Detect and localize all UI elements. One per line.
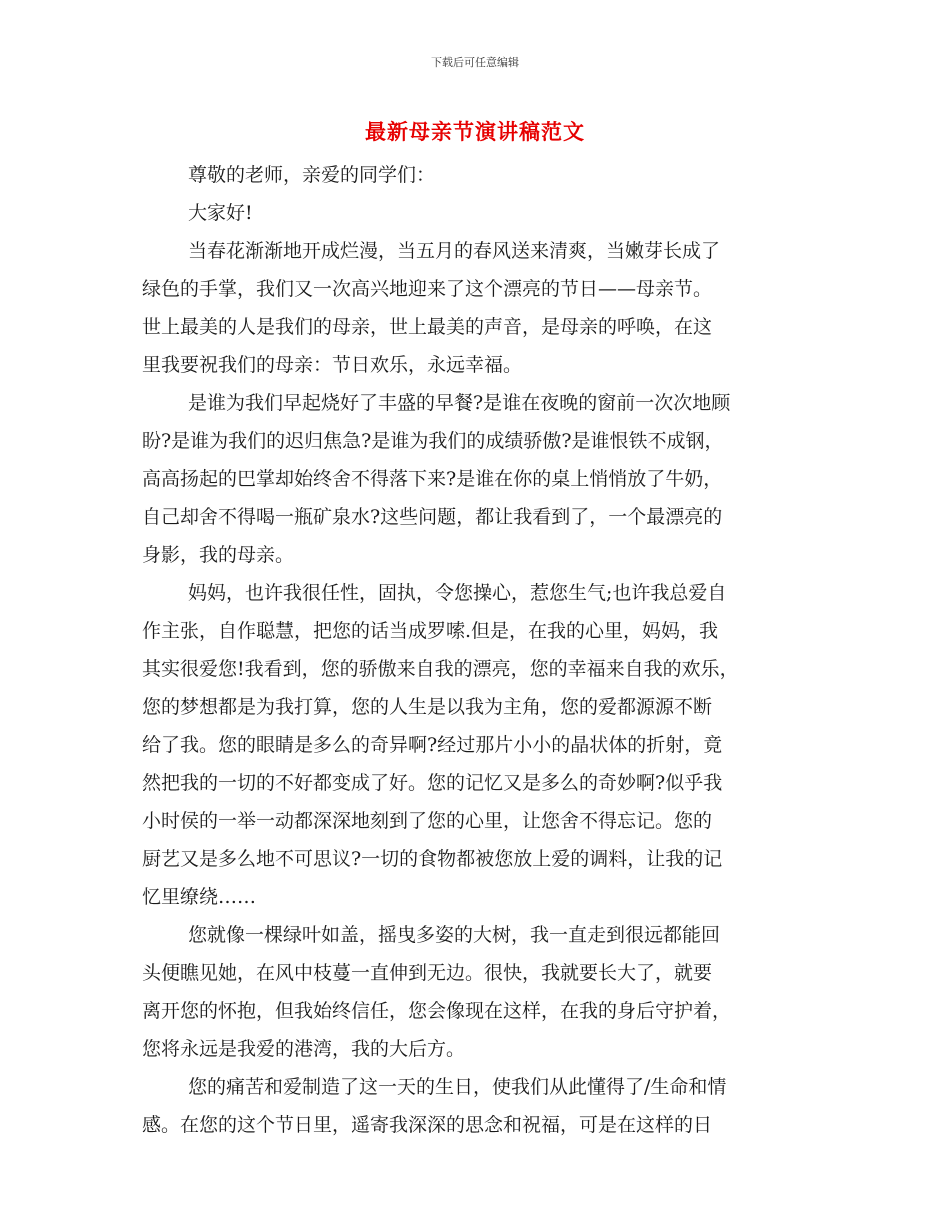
text-line: 然把我的一切的不好都变成了好。您的记忆又是多么的奇妙啊?似乎我 bbox=[142, 772, 723, 794]
text-line: 您的梦想都是为我打算，您的人生是以我为主角，您的爱都源源不断 bbox=[142, 696, 713, 718]
text-line: 是谁为我们早起烧好了丰盛的早餐?是谁在夜晚的窗前一次次地顾 bbox=[188, 392, 731, 414]
text-line: 作主张，自作聪慧，把您的话当成罗嗦.但是，在我的心里，妈妈，我 bbox=[142, 620, 719, 642]
text-line: 绿色的手掌，我们又一次高兴地迎来了这个漂亮的节日——母亲节。 bbox=[142, 278, 713, 300]
document-title: 最新母亲节演讲稿范文 bbox=[365, 120, 585, 144]
text-line: 小时侯的一举一动都深深地刻到了您的心里，让您舍不得忘记。您的 bbox=[142, 810, 713, 832]
text-line: 其实很爱您!我看到，您的骄傲来自我的漂亮，您的幸福来自我的欢乐， bbox=[142, 658, 739, 680]
text-line: 给了我。您的眼睛是多么的奇异啊?经过那片小小的晶状体的折射，竟 bbox=[142, 734, 723, 756]
text-line: 高高扬起的巴掌却始终舍不得落下来?是谁在你的桌上悄悄放了牛奶， bbox=[142, 468, 723, 490]
text-line: 您将永远是我爱的港湾，我的大后方。 bbox=[142, 1038, 466, 1060]
text-line: 身影，我的母亲。 bbox=[142, 544, 295, 566]
text-line: 您就像一棵绿叶如盖，摇曳多姿的大树，我一直走到很远都能回 bbox=[188, 924, 721, 946]
text-line: 头便瞧见她，在风中枝蔓一直伸到无边。很快，我就要长大了，就要 bbox=[142, 962, 713, 984]
document-body bbox=[142, 156, 808, 1144]
text-line: 厨艺又是多么地不可思议?一切的食物都被您放上爱的调料，让我的记 bbox=[142, 848, 723, 870]
text-line: 自己却舍不得喝一瓶矿泉水?这些问题，都让我看到了，一个最漂亮的 bbox=[142, 506, 723, 528]
header-note: 下载后可任意编辑 bbox=[431, 56, 519, 69]
text-line: 妈妈，也许我很任性，固执，令您操心，惹您生气;也许我总爱自 bbox=[188, 582, 727, 604]
text-line: 世上最美的人是我们的母亲，世上最美的声音，是母亲的呼唤，在这 bbox=[142, 316, 713, 338]
text-line: 您的痛苦和爱制造了这一天的生日，使我们从此懂得了/生命和情 bbox=[188, 1076, 727, 1098]
text-line: 尊敬的老师，亲爱的同学们： bbox=[188, 164, 436, 186]
text-line: 感。在您的这个节日里，遥寄我深深的思念和祝福，可是在这样的日 bbox=[142, 1114, 713, 1136]
text-line: 当春花渐渐地开成烂漫，当五月的春风送来清爽，当嫩芽长成了 bbox=[188, 240, 721, 262]
text-line: 忆里缭绕…… bbox=[142, 886, 257, 908]
text-line: 离开您的怀抱，但我始终信任，您会像现在这样，在我的身后守护着， bbox=[142, 1000, 732, 1022]
text-line: 盼?是谁为我们的迟归焦急?是谁为我们的成绩骄傲?是谁恨铁不成钢， bbox=[142, 430, 724, 452]
text-line: 里我要祝我们的母亲：节日欢乐，永远幸福。 bbox=[142, 354, 523, 376]
text-line: 大家好! bbox=[188, 202, 253, 224]
